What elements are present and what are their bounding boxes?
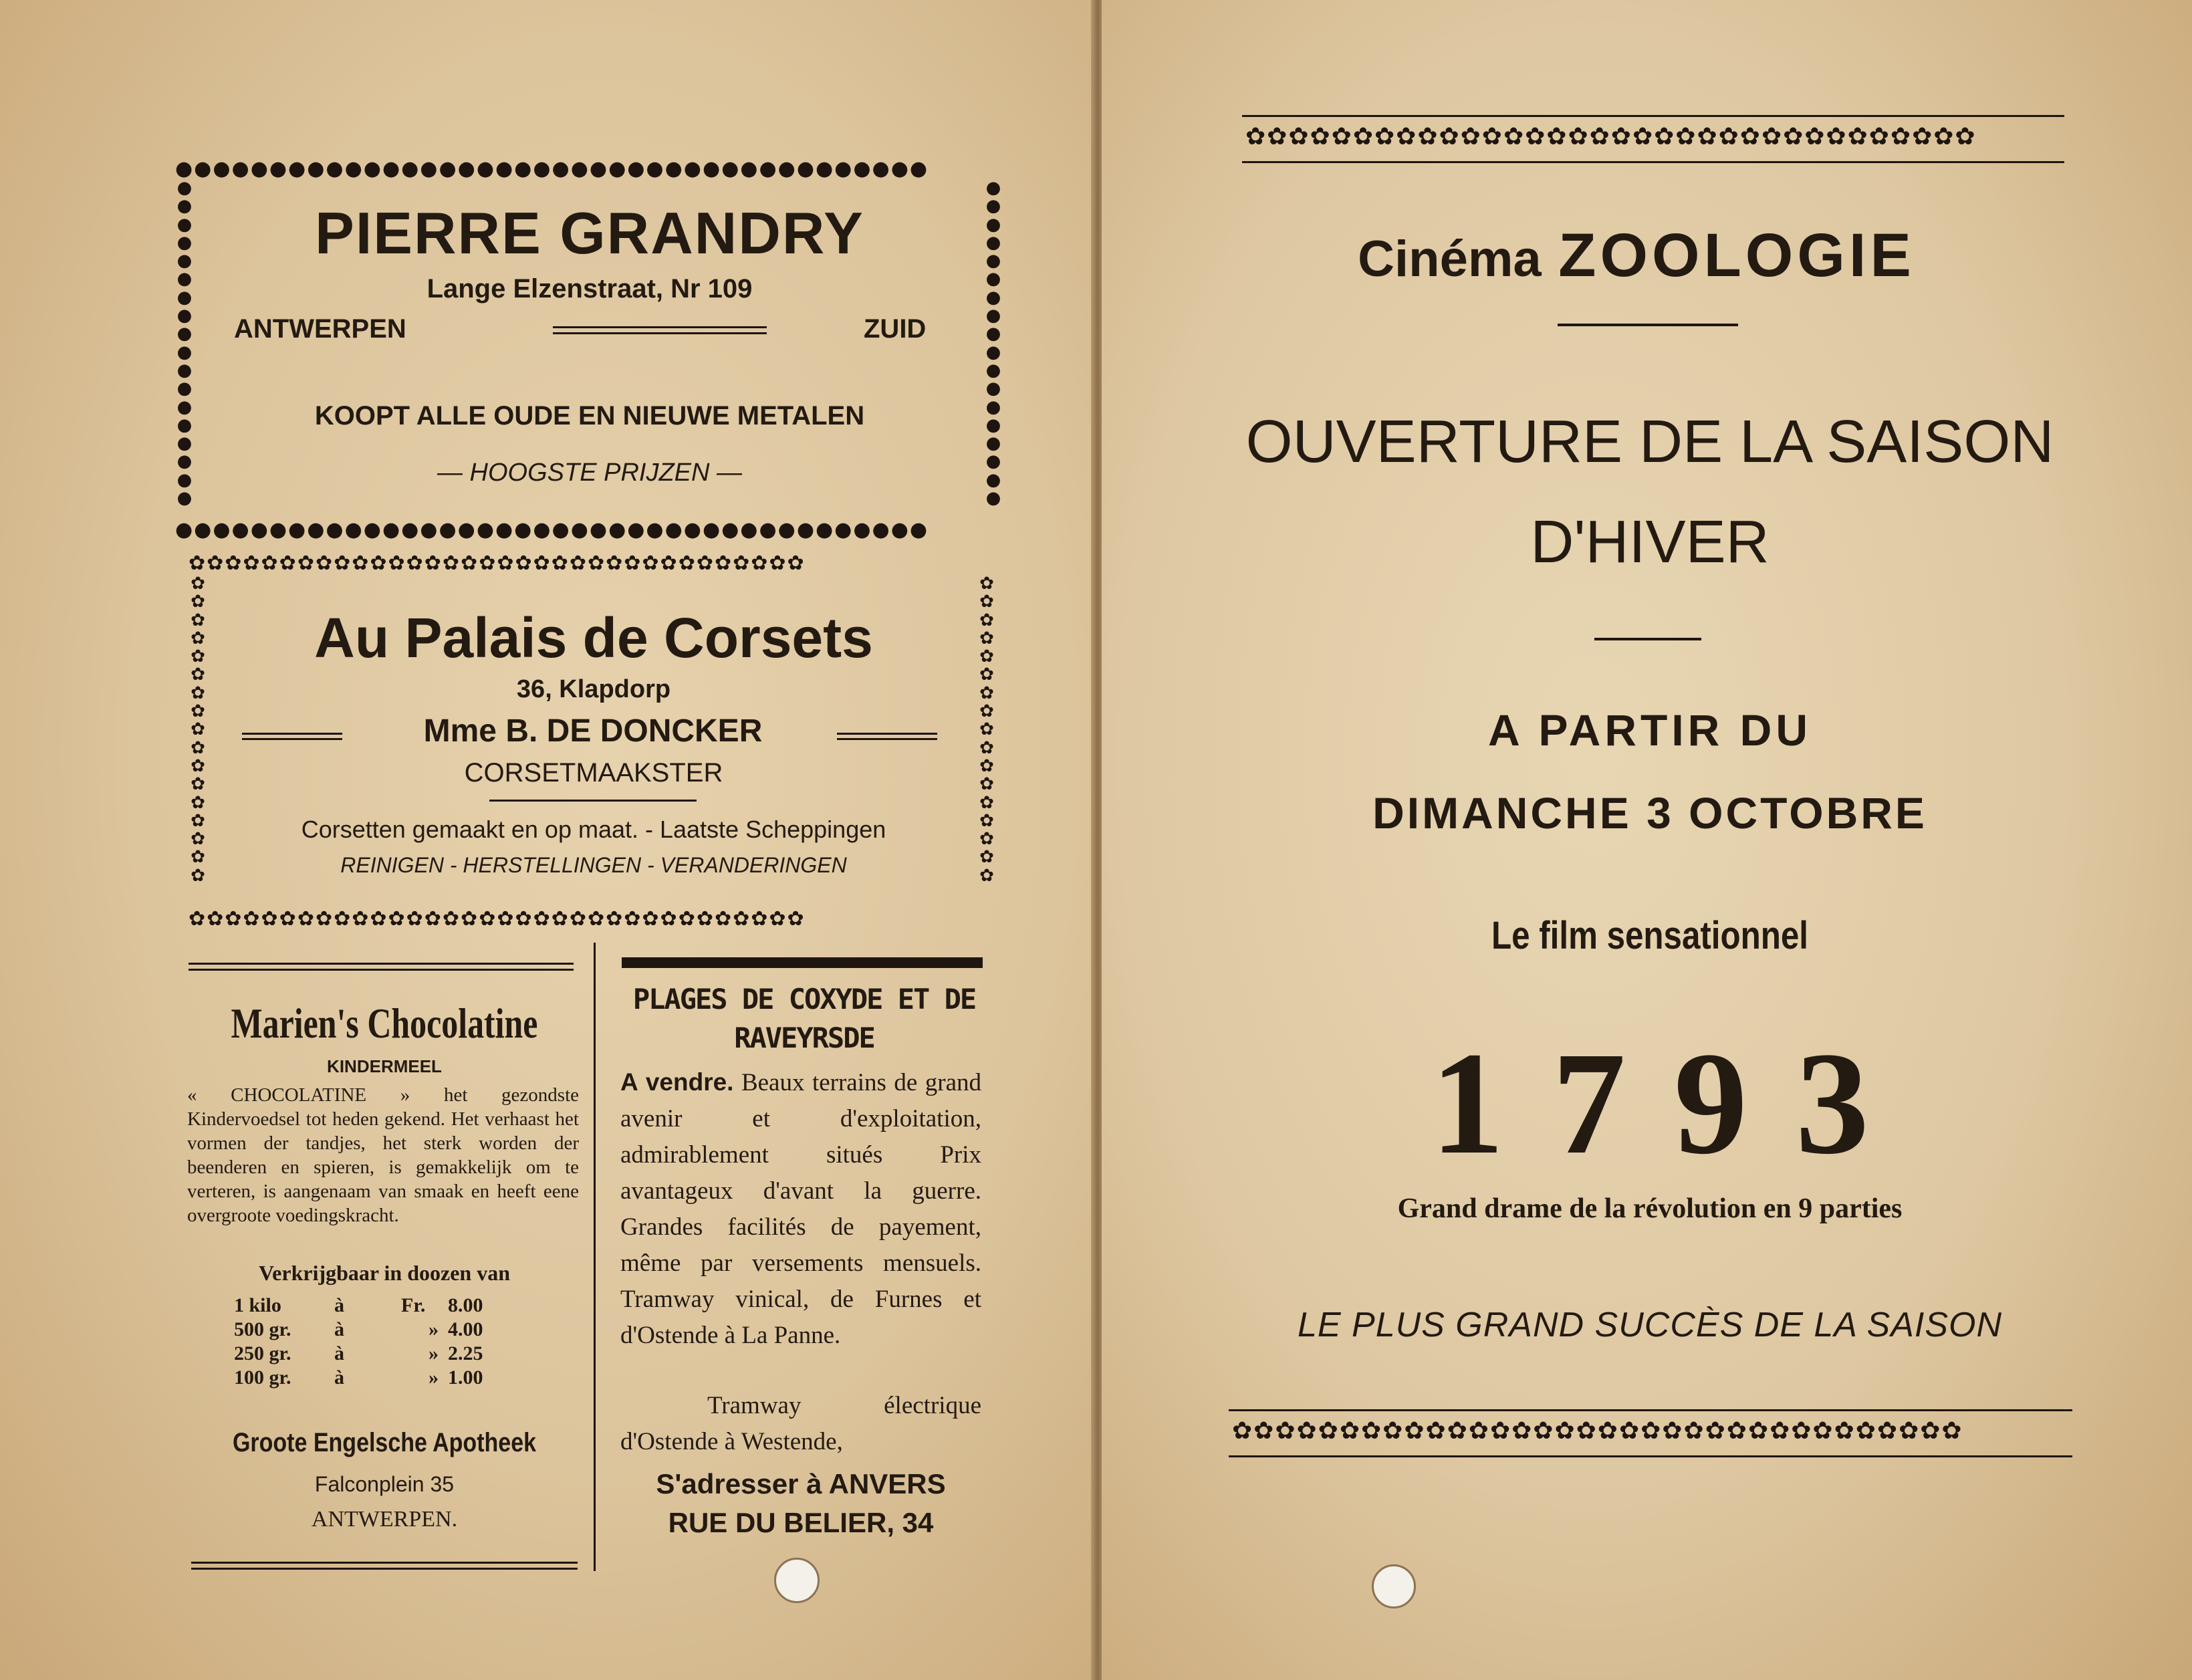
price-qty: 500 gr. — [234, 1318, 291, 1340]
plages-top-rule — [622, 957, 983, 968]
cinema-name: ZOOLOGIE — [1558, 221, 1915, 289]
program-bottom-ornament: ✿✿✿✿✿✿✿✿✿✿✿✿✿✿✿✿✿✿✿✿✿✿✿✿✿✿✿✿✿✿✿✿✿✿ — [1232, 1419, 1963, 1443]
corsets-line1: Corsetten gemaakt en op maat. - Laatste Scheppingen — [301, 816, 886, 843]
price-value: 2.25 — [448, 1342, 483, 1364]
chocolatine-top-rule — [189, 963, 574, 971]
price-value: 8.00 — [448, 1294, 483, 1316]
price-row — [234, 1318, 548, 1342]
price-value: 1.00 — [448, 1366, 483, 1389]
film-tagline: LE PLUS GRAND SUCCÈS DE LA SAISON — [1297, 1306, 2003, 1344]
grandry-border-bottom: ●●●●●●●●●●●●●●●●●●●●●●●●●●●●●●●●●●●●●●●● — [175, 520, 929, 540]
opening-line1: OUVERTURE DE LA SAISON — [1245, 408, 2054, 475]
price-row — [234, 1342, 548, 1366]
corsets-address: 36, Klapdorp — [516, 675, 671, 703]
opening-line2: D'HIVER — [1530, 509, 1770, 576]
grandry-name: PIERRE GRANDRY — [315, 200, 864, 266]
price-at: à — [334, 1318, 344, 1340]
plages-contact1: S'adresser à ANVERS — [656, 1468, 946, 1499]
price-qty: 1 kilo — [234, 1294, 281, 1316]
chocolatine-bottom-rule — [191, 1562, 578, 1570]
chocolatine-subtitle: KINDERMEEL — [327, 1056, 442, 1076]
price-qty: 250 gr. — [234, 1342, 291, 1364]
price-at: à — [334, 1294, 344, 1316]
chocolatine-availability: Verkrijgbaar in doozen van — [258, 1261, 511, 1285]
grandry-street: Lange Elzenstraat, Nr 109 — [427, 274, 753, 304]
corsets-border-bottom: ✿✿✿✿✿✿✿✿✿✿✿✿✿✿✿✿✿✿✿✿✿✿✿✿✿✿✿✿✿✿✿✿✿✿ — [189, 909, 806, 929]
pharmacy-city: ANTWERPEN. — [311, 1507, 458, 1532]
price-currency: » — [429, 1342, 439, 1364]
film-intro: Le film sensationnel — [1491, 914, 1808, 957]
corsets-ad — [189, 554, 997, 936]
price-at: à — [334, 1342, 344, 1364]
chocolatine-ad — [187, 989, 582, 1551]
grandry-border-right: ●●●●●●●●●●●●●●●●●● — [985, 179, 1001, 509]
price-value: 4.00 — [448, 1318, 483, 1340]
price-currency: Fr. — [401, 1294, 426, 1316]
title-rule — [1558, 324, 1738, 326]
grandry-divider — [553, 326, 767, 334]
corsets-divider-left — [242, 733, 342, 740]
plages-contact2: RUE DU BELIER, 34 — [668, 1507, 934, 1538]
pharmacy-address: Falconplein 35 — [314, 1472, 455, 1496]
corsets-border-top: ✿✿✿✿✿✿✿✿✿✿✿✿✿✿✿✿✿✿✿✿✿✿✿✿✿✿✿✿✿✿✿✿✿✿ — [189, 554, 806, 574]
right-page — [1102, 0, 2192, 1680]
price-qty: 100 gr. — [234, 1366, 291, 1389]
corsets-thin-rule — [489, 800, 697, 802]
corsets-border-right: ✿✿✿✿✿✿✿✿✿✿✿✿✿✿✿✿✿ — [979, 575, 994, 886]
grandry-border-left: ●●●●●●●●●●●●●●●●●● — [176, 179, 193, 509]
opening-rule — [1594, 638, 1701, 640]
corsets-trade: CORSETMAAKSTER — [464, 758, 723, 788]
start-line1: A PARTIR DU — [1488, 705, 1812, 755]
grandry-tagline: — HOOGSTE PRIJZEN — — [437, 459, 743, 487]
corsets-owner: Mme B. DE DONCKER — [423, 713, 763, 749]
grandry-district: ZUID — [864, 314, 927, 344]
start-line2: DIMANCHE 3 OCTOBRE — [1372, 788, 1927, 838]
chocolatine-title: Marien's Chocolatine — [231, 999, 538, 1047]
program-top-ornament: ✿✿✿✿✿✿✿✿✿✿✿✿✿✿✿✿✿✿✿✿✿✿✿✿✿✿✿✿✿✿✿✿✿✿ — [1245, 125, 1977, 149]
price-row — [234, 1366, 548, 1391]
binding-hole-right — [1372, 1564, 1416, 1608]
binding-hole-left — [774, 1558, 820, 1603]
plages-title: PLAGES DE COXYDE ET DE RAVEYRSDE — [632, 983, 976, 1054]
corsets-name: Au Palais de Corsets — [314, 606, 873, 669]
corsets-line2: REINIGEN - HERSTELLINGEN - VERANDERINGEN — [340, 853, 847, 877]
price-row — [234, 1294, 548, 1318]
plages-body-block — [620, 1064, 981, 1354]
film-description: Grand drame de la révolution en 9 parties — [1397, 1193, 1903, 1224]
grandry-border-top: ●●●●●●●●●●●●●●●●●●●●●●●●●●●●●●●●●●●●●●●● — [175, 159, 929, 179]
cinema-prefix: Cinéma — [1358, 231, 1542, 287]
plages-body: Beaux terrains de grand avenir et d'exploitation, admirablement situés Prix avantageux d'avant la guerre. Grandes facilités de payement, même par versements mensuels. Tramway vinical, de Furnes et d'Ostende à La Panne. — [620, 1069, 982, 1349]
plages-lead: A vendre. — [620, 1068, 734, 1096]
column-divider — [594, 943, 596, 1571]
corsets-divider-right — [837, 733, 937, 740]
grandry-city: ANTWERPEN — [234, 314, 406, 344]
price-currency: » — [429, 1366, 439, 1389]
film-title: 1793 — [1431, 1022, 1917, 1185]
plages-tramway: Tramway électrique d'Ostende à Westende, — [620, 1392, 981, 1455]
grandry-ad — [175, 159, 1004, 547]
cinema-title — [1209, 221, 2064, 291]
chocolatine-body: « CHOCOLATINE » het gezondste Kindervoedsel tot heden gekend. Het verhaast het vormen der tandjes, het sterk worden der beenderen en spieren, is gemakkelijk om te verteren, is aangenaam van smaak en heeft eene overgroote voedingskracht. — [187, 1084, 579, 1226]
price-at: à — [334, 1366, 344, 1389]
grandry-slogan: KOOPT ALLE OUDE EN NIEUWE METALEN — [314, 401, 865, 431]
pharmacy-name: Groote Engelsche Apotheek — [232, 1428, 537, 1457]
price-table — [234, 1294, 548, 1391]
corsets-border-left: ✿✿✿✿✿✿✿✿✿✿✿✿✿✿✿✿✿ — [191, 575, 205, 886]
plages-ad — [620, 977, 988, 1552]
price-currency: » — [429, 1318, 439, 1340]
